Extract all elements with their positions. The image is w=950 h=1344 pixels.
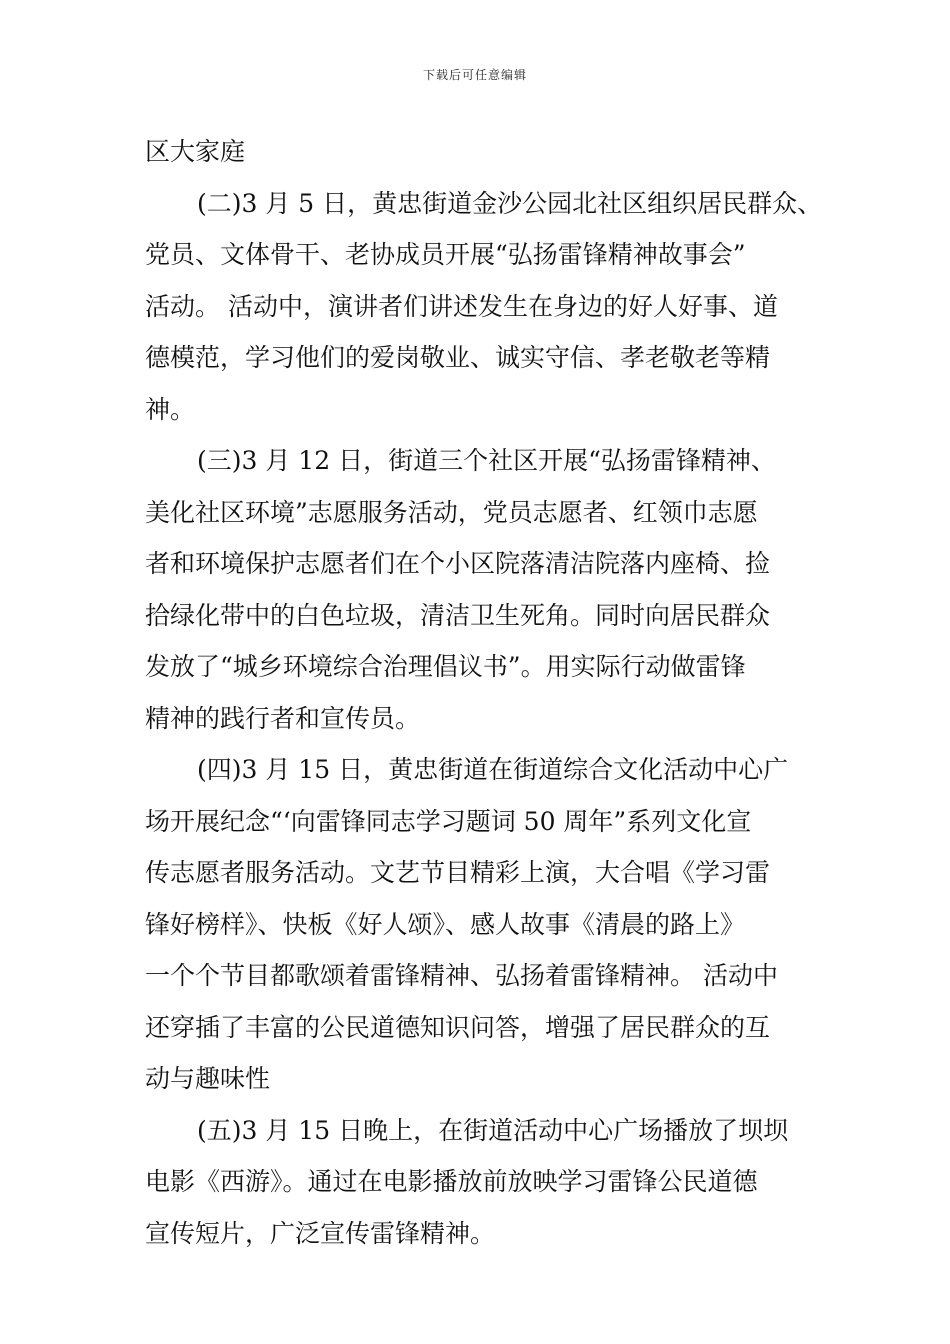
- page-header: 下载后可任意编辑: [422, 68, 527, 82]
- text-line: 还穿插了丰富的公民道德知识问答，增强了居民群众的互: [145, 1012, 771, 1042]
- text-line: 神。: [145, 394, 196, 424]
- paragraph-start-line: (二)3 月 5 日，黄忠街道金沙公园北社区组织居民群众、: [197, 188, 823, 218]
- text-line: 锋好榜样》、快板《好人颂》、感人故事《清晨的路上》: [145, 909, 746, 939]
- text-line: 区大家庭: [145, 137, 246, 166]
- text-line: 场开展纪念“‘向雷锋同志学习题词 50 周年”系列文化宣: [145, 806, 752, 836]
- text-line: 党员、文体骨干、老协成员开展“弘扬雷锋精神故事会”: [145, 240, 746, 269]
- text-line: 一个个节目都歌颂着雷锋精神、弘扬着雷锋精神。 活动中: [145, 961, 778, 990]
- text-line: 宣传短片，广泛宣传雷锋精神。: [145, 1218, 496, 1248]
- text-line: 德模范，学习他们的爱岗敬业、诚实守信、孝老敬老等精: [145, 343, 771, 372]
- text-line: 活动。 活动中，演讲者们讲述发生在身边的好人好事、道: [145, 291, 778, 321]
- text-line: 拾绿化带中的白色垃圾，清洁卫生死角。同时向居民群众: [145, 600, 771, 630]
- paragraph-start-line: (三)3 月 12 日，街道三个社区开展“弘扬雷锋精神、: [197, 446, 776, 475]
- text-line: 动与趣味性: [145, 1064, 271, 1093]
- document-body: [145, 126, 825, 1259]
- paragraph-start-line: (四)3 月 15 日，黄忠街道在街道综合文化活动中心广: [197, 755, 789, 784]
- text-line: 精神的践行者和宣传员。: [145, 703, 421, 733]
- text-line: 美化社区环境”志愿服务活动，党员志愿者、红领巾志愿: [145, 497, 758, 527]
- text-line: 传志愿者服务活动。文艺节目精彩上演，大合唱《学习雷: [145, 858, 771, 887]
- text-line: 者和环境保护志愿者们在个小区院落清洁院落内座椅、捡: [145, 549, 771, 578]
- text-line: 发放了“城乡环境综合治理倡议书”。用实际行动做雷锋: [145, 652, 746, 681]
- text-line: 电影《西游》。通过在电影播放前放映学习雷锋公民道德: [145, 1167, 758, 1196]
- paragraph-start-line: (五)3 月 15 日晚上，在街道活动中心广场播放了坝坝: [197, 1115, 789, 1145]
